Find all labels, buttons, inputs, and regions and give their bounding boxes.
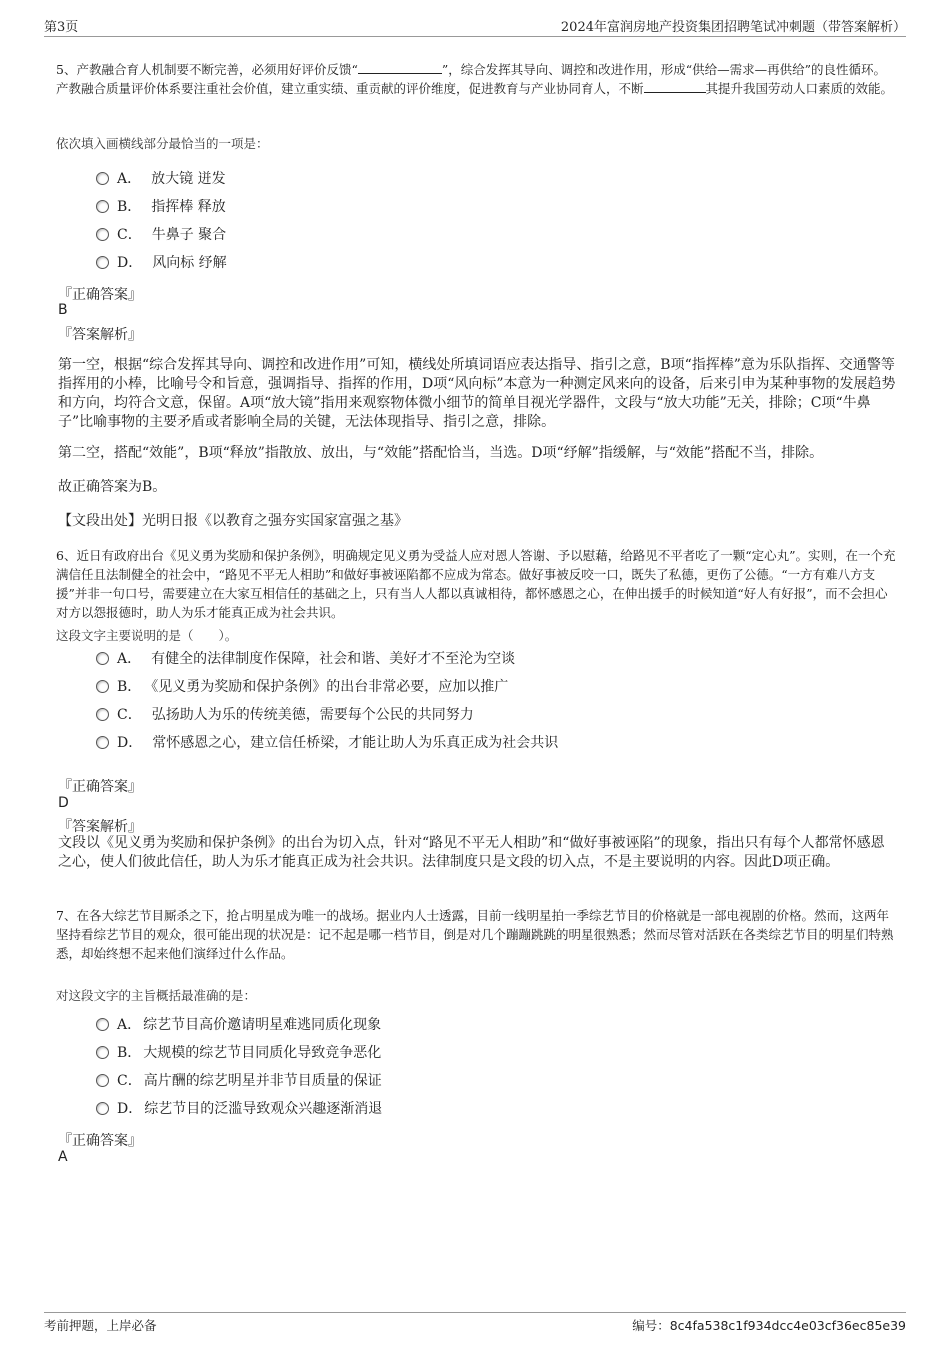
radio-icon[interactable] <box>96 172 109 185</box>
radio-icon[interactable] <box>96 256 109 269</box>
q5-answer: B <box>58 302 68 318</box>
q5-option-b[interactable]: B． 指挥棒 释放 <box>96 196 226 218</box>
radio-icon[interactable] <box>96 1102 109 1115</box>
footer-slogan: 考前押题，上岸必备 <box>44 1318 157 1333</box>
radio-icon[interactable] <box>96 652 109 665</box>
q5-analysis-label: 『答案解析』 <box>58 327 142 343</box>
question-5-instruction: 依次填入画横线部分最恰当的一项是： <box>56 136 269 151</box>
q5-analysis-1: 第一空，根据“综合发挥其导向、调控和改进作用”可知，横线处所填词语应表达指导、指引之意，B项“指挥棒”意为乐队指挥、交通警等指挥用的小棒，比喻号令和旨意，强调指导、指挥的作用，D项“风向标”本意为一种测定风来向的设备，后来引申为某种事物的发展趋势和方向，均符合文意，保留。A项“放大镜”指用来观察物体微小细节的简单目视光学器件，文段与“放大功能”无关，排除；C项“牛鼻子”比喻事物的主要矛盾或者影响全局的关键，无法体现指导、指引之意，排除。 <box>58 357 896 430</box>
radio-icon[interactable] <box>96 736 109 749</box>
document-title: 2024年富润房地产投资集团招聘笔试冲刺题（带答案解析） <box>560 20 906 35</box>
radio-icon[interactable] <box>96 1046 109 1059</box>
radio-icon[interactable] <box>96 708 109 721</box>
q6-option-b[interactable]: B． 《见义勇为奖励和保护条例》的出台非常必要，应加以推广 <box>96 676 508 698</box>
q6-answer: D <box>58 795 69 811</box>
q6-option-a[interactable]: A． 有健全的法律制度作保障，社会和谐、美好才不至沦为空谈 <box>96 648 515 670</box>
question-6-text: 6、近日有政府出台《见义勇为奖励和保护条例》，明确规定见义勇为受益人应对恩人答谢、予以慰藉，给路见不平者吃了一颗“定心丸”。实则，在一个充满信任且法制健全的社会中，“路见不平无人相助”和做好事被诬陷都不应成为常态。做好事被反咬一口，既失了私德，更伤了公德。“一方有难八方支援”并非一句口号，需要建立在大家互相信任的基础之上，只有当人人都以真诚相待，都怀感恩之心，在伸出援手的时候知道“好人有好报”，而不会担心对方以怨报德时，助人为乐才能真正成为社会共识。 <box>56 548 896 620</box>
q6-option-c[interactable]: C． 弘扬助人为乐的传统美德，需要每个公民的共同努力 <box>96 704 474 726</box>
question-7-instruction: 对这段文字的主旨概括最准确的是： <box>56 988 257 1003</box>
radio-icon[interactable] <box>96 228 109 241</box>
page-number: 第3页 <box>44 20 79 35</box>
radio-icon[interactable] <box>96 1018 109 1031</box>
radio-icon[interactable] <box>96 200 109 213</box>
q5-analysis-2: 第二空，搭配“效能”，B项“释放”指散放、放出，与“效能”搭配恰当，当选。D项“纾解”指缓解，与“效能”搭配不当，排除。 <box>58 445 824 461</box>
q5-answer-label: 『正确答案』 <box>58 287 142 303</box>
q6-analysis: 文段以《见义勇为奖励和保护条例》的出台为切入点，针对“路见不平无人相助”和“做好事被诬陷”的现象，指出只有每个人都常怀感恩之心，使人们彼此信任，助人为乐才能真正成为社会共识。法律制度只是文段的切入点，不是主要说明的内容。因此D项正确。 <box>58 835 885 870</box>
question-5-text: 5、产教融合育人机制要不断完善，必须用好评价反馈“ ”，综合发挥其导向、调控和改进作用，形成“供给—需求—再供给”的良性循环。产教融合质量评价体系要注重社会价值，建立重实绩、重贡献的评价维度，促进教育与产业协同育人，不断 其提升我国劳动人口素质的效能。 <box>56 62 894 96</box>
q6-answer-label: 『正确答案』 <box>58 779 142 795</box>
page-header <box>44 14 906 37</box>
blank-1 <box>358 61 442 74</box>
q7-answer-label: 『正确答案』 <box>58 1133 142 1149</box>
q5-option-a[interactable]: A． 放大镜 迸发 <box>96 168 226 190</box>
q7-answer: A <box>58 1149 68 1165</box>
q6-option-d[interactable]: D． 常怀感恩之心，建立信任桥梁，才能让助人为乐真正成为社会共识 <box>96 732 558 754</box>
q5-option-d[interactable]: D． 风向标 纾解 <box>96 252 227 274</box>
q5-analysis-3: 故正确答案为B。 <box>58 479 167 495</box>
page-footer <box>44 1312 906 1333</box>
radio-icon[interactable] <box>96 1074 109 1087</box>
blank-2 <box>644 80 706 93</box>
q7-option-a[interactable]: A． 综艺节目高价邀请明星难逃同质化现象 <box>96 1014 381 1036</box>
question-6-instruction: 这段文字主要说明的是（ ）。 <box>56 628 238 643</box>
question-7-text: 7、在各大综艺节目厮杀之下，抢占明星成为唯一的战场。据业内人士透露，目前一线明星拍一季综艺节目的价格就是一部电视剧的价格。然而，这两年坚持看综艺节目的观众，很可能出现的状况是：记不起是哪一档节目，倒是对几个蹦蹦跳跳的明星很熟悉；然而尽管对活跃在各类综艺节目的明星们特熟悉，却始终想不起来他们演绎过什么作品。 <box>56 908 894 961</box>
q6-analysis-label: 『答案解析』 <box>58 819 142 835</box>
q5-source: 【文段出处】光明日报《以教育之强夯实国家富强之基》 <box>58 513 408 529</box>
document-code: 编号：8c4fa538c1f934dcc4e03cf36ec85e39 <box>632 1318 906 1333</box>
q7-option-d[interactable]: D． 综艺节目的泛滥导致观众兴趣逐渐消退 <box>96 1098 382 1120</box>
q5-option-c[interactable]: C． 牛鼻子 聚合 <box>96 224 226 246</box>
q7-option-b[interactable]: B． 大规模的综艺节目同质化导致竞争恶化 <box>96 1042 381 1064</box>
q7-option-c[interactable]: C． 高片酬的综艺明星并非节目质量的保证 <box>96 1070 382 1092</box>
radio-icon[interactable] <box>96 680 109 693</box>
